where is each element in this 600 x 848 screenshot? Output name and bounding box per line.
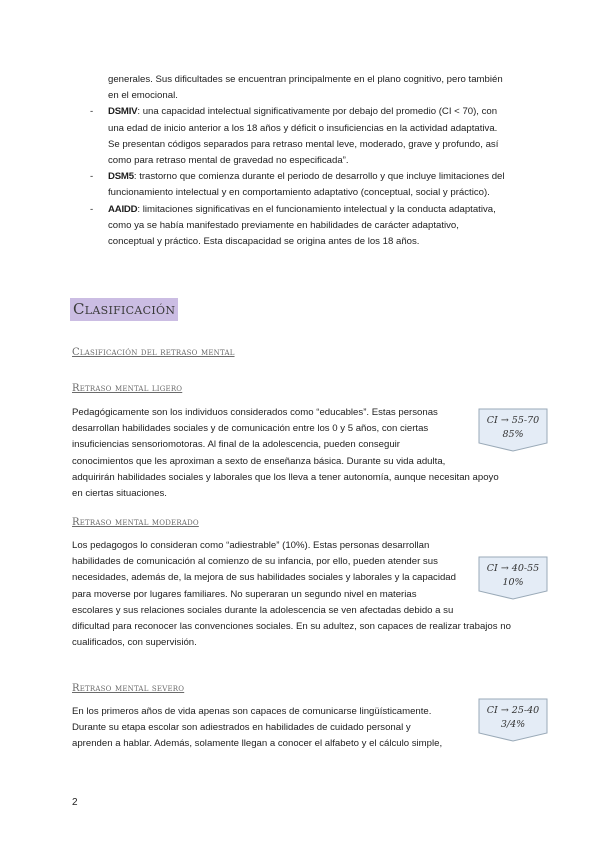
ci-percent: 85% bbox=[502, 429, 524, 440]
level-paragraph-moderado bbox=[72, 538, 532, 651]
ci-percent: 10% bbox=[502, 577, 524, 588]
paragraph-line: Durante su etapa escolar son adiestrados en habilidades de cuidado personal y bbox=[72, 722, 411, 734]
section-heading: Clasificación bbox=[70, 298, 178, 321]
ci-badge-ligero bbox=[478, 408, 548, 452]
bullet-dash: - bbox=[90, 171, 94, 183]
bullet-dash: - bbox=[90, 203, 94, 215]
ci-percent: 3/4% bbox=[500, 719, 526, 730]
paragraph-line: aprenden a hablar. Además, solamente llegan a conocer el alfabeto y el cálculo simple, bbox=[72, 738, 443, 750]
ci-badge-severo bbox=[478, 698, 548, 742]
paragraph-line: escolares y sus relaciones sociales durante la adolescencia se ven afectadas debido a su bbox=[72, 604, 454, 616]
paragraph-line: dificultad para reconocer las convenciones sociales. En su adultez, son capaces de realizar trabajos no bbox=[72, 621, 511, 633]
paragraph-line: Los pedagogos lo consideran como “adiestrable” (10%). Estas personas desarrollan bbox=[72, 540, 430, 551]
level-heading-ligero: Retraso mental ligero bbox=[72, 383, 183, 394]
ci-range: CI → 55-70 bbox=[486, 415, 540, 426]
paragraph-line: Pedagógicamente son los individuos considerados como “educables”. Estas personas bbox=[72, 407, 438, 418]
paragraph-line: adquirirán habilidades sociales y laborales que los lleva a tener autonomía, aunque necesitan apoyo bbox=[72, 471, 499, 483]
paragraph-line: cualificados, con supervisión. bbox=[72, 637, 197, 649]
subsection-heading: Clasificación del retraso mental bbox=[72, 347, 235, 358]
continuation-line: en el emocional. bbox=[108, 90, 178, 102]
paragraph-line: conocimientos que les aproximan a sexto de enseñanza básica. Durante su vida adulta, bbox=[72, 455, 446, 467]
bullet-text: funcionamiento intelectual y en comportamiento adaptativo (conceptual, social y práctico). bbox=[108, 187, 490, 199]
bullet-aaidd bbox=[90, 202, 530, 251]
bullet-text: : una capacidad intelectual significativamente por debajo del promedio (CI < 70), con bbox=[137, 106, 498, 118]
bullet-term: DSM5 bbox=[108, 171, 134, 183]
level-paragraph-severo bbox=[72, 704, 532, 753]
level-heading-severo: Retraso mental severo bbox=[72, 683, 185, 694]
bullet-term: AAIDD bbox=[108, 203, 138, 215]
definitions-block bbox=[90, 72, 530, 250]
paragraph-line: en ciertas situaciones. bbox=[72, 488, 167, 500]
page-number: 2 bbox=[72, 797, 78, 808]
bullet-text: como para retraso mental de gravedad no especificada”. bbox=[108, 155, 349, 167]
bullet-dash: - bbox=[90, 106, 94, 118]
bullet-text: : trastorno que comienza durante el periodo de desarrollo y que incluye limitaciones del bbox=[133, 171, 505, 183]
paragraph-line: para moverse por lugares familiares. No superaran un segundo nivel en materias bbox=[72, 588, 417, 600]
bullet-text: : limitaciones significativas en el funcionamiento intelectual y la conducta adaptativa, bbox=[137, 203, 496, 215]
paragraph-line: insuficiencias sensoriomotoras. Al final de la adolescencia, pueden conseguir bbox=[72, 439, 400, 451]
level-heading-moderado: Retraso mental moderado bbox=[72, 517, 199, 528]
bullet-term: DSMIV bbox=[108, 106, 138, 118]
bullet-dsm5 bbox=[90, 169, 530, 201]
continuation-line: generales. Sus dificultades se encuentran principalmente en el plano cognitivo, pero también bbox=[108, 74, 503, 85]
bullet-text: Se presentan códigos separados para retraso mental leve, moderado, grave y profundo, así bbox=[108, 138, 499, 150]
bullet-dsmiv bbox=[90, 104, 530, 169]
bullet-text: como ya se había manifestado previamente en habilidades de carácter adaptativo, bbox=[108, 219, 459, 231]
bullet-text: una edad de inicio anterior a los 18 años y déficit o insuficiencias en la actividad adaptativa. bbox=[108, 122, 498, 134]
level-paragraph-ligero bbox=[72, 405, 532, 502]
ci-badge-moderado bbox=[478, 556, 548, 600]
ci-range: CI → 40-55 bbox=[486, 563, 540, 574]
paragraph-line: habilidades de comunicación al comienzo de su infancia, por ello, pueden atender sus bbox=[72, 556, 438, 568]
paragraph-line: necesidades, además de, la mejora de sus habilidades sociales y laborales y la capacidad bbox=[72, 572, 456, 584]
paragraph-line: desarrollan habilidades sociales y de comunicación entre los 0 y 5 años, con ciertas bbox=[72, 423, 429, 435]
ci-range: CI → 25-40 bbox=[486, 705, 540, 716]
paragraph-line: En los primeros años de vida apenas son capaces de comunicarse lingüísticamente. bbox=[72, 706, 432, 717]
bullet-text: conceptual y práctico. Esta discapacidad se origina antes de los 18 años. bbox=[108, 236, 420, 248]
